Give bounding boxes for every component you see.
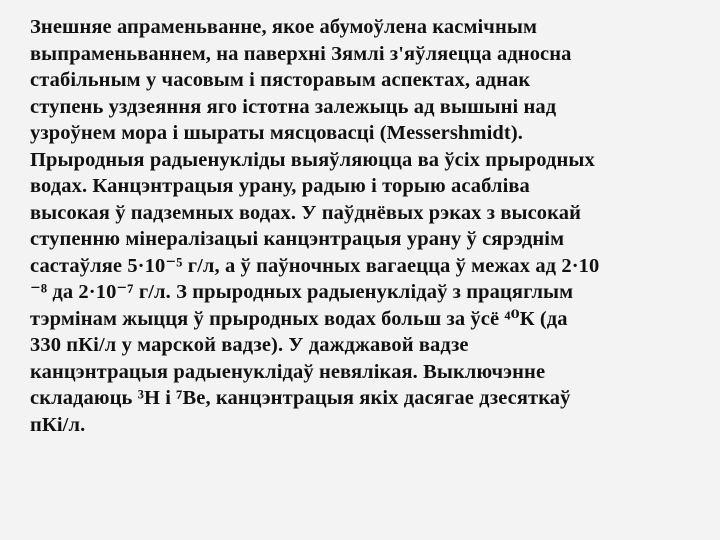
text-line: ступень уздзеяння яго істотна залежыць ад вышыні над: [30, 95, 557, 118]
text-line: састаўляе 5·10⁻⁵ г/л, а ў паўночных вагаецца ў межах ад 2·10: [30, 254, 600, 277]
text-line: тэрмінам жыцця ў прыродных водах больш за ўсё ⁴⁰К (да: [30, 307, 568, 330]
text-line: выпраменьваннем, на паверхні Зямлі з'яўляецца адносна: [30, 42, 572, 65]
text-line: канцэнтрацыя радыенуклідаў невялікая. Выключэнне: [30, 360, 546, 383]
body-text: [30, 14, 690, 438]
text-line: узроўнем мора і шыраты мясцовасці (Messershmidt).: [30, 122, 523, 144]
text-line: Знешняе апраменьванне, якое абумоўлена касмічным: [30, 16, 538, 38]
text-line: ступенню мінералізацыі канцэнтрацыя урану ў сярэднім: [30, 228, 565, 250]
text-line: складаюць ³Н і ⁷Ве, канцэнтрацыя якіх дасягае дзесяткаў: [30, 387, 571, 409]
text-line: водах. Канцэнтрацыя урану, радыю і торыю асабліва: [30, 175, 530, 197]
text-line: стабільным у часовым і пясторавым аспектах, аднак: [30, 69, 531, 91]
text-line: Прыродныя радыенукліды выяўляюцца ва ўсіх прыродных: [30, 148, 595, 171]
text-line: ⁻⁸ да 2·10⁻⁷ г/л. З прыродных радыенуклідаў з працяглым: [30, 281, 574, 303]
text-line: пКі/л.: [30, 413, 86, 436]
text-line: 330 пКі/л у марской вадзе). У дажджавой вадзе: [30, 334, 469, 356]
text-line: высокая ў падземных водах. У паўднёвых рэках з высокай: [30, 201, 582, 224]
